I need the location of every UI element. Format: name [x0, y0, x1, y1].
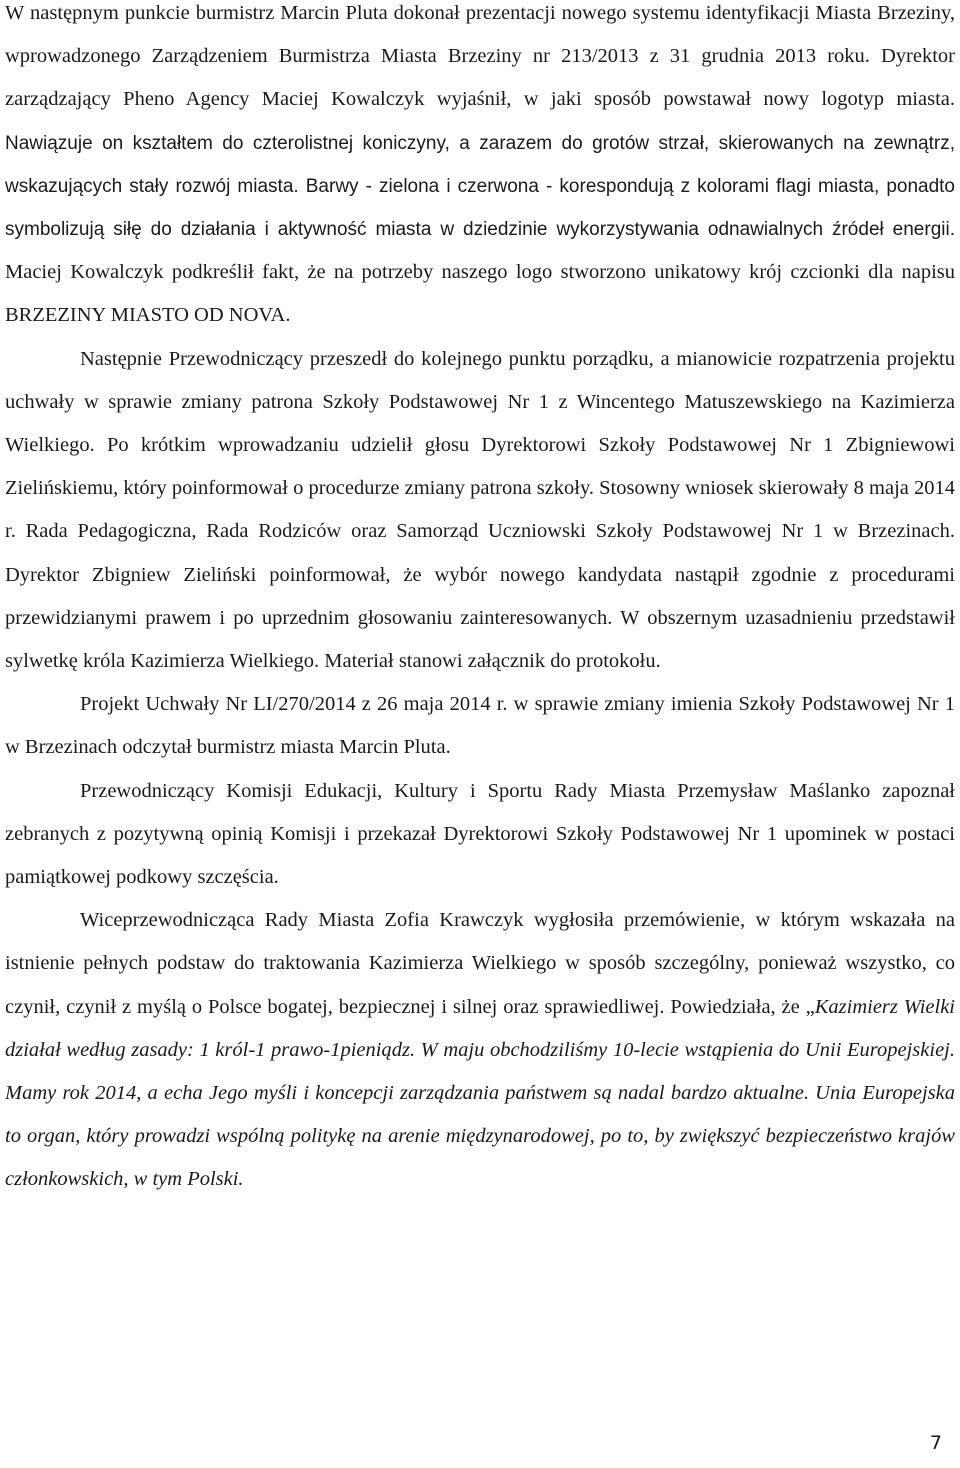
text-run: Maciej Kowalczyk podkreślił fakt, że na potrzeby naszego logo stworzono unikatowy krój czcionki dla napisu BRZEZINY MIASTO OD NOVA. [5, 261, 955, 327]
page-number: 7 [929, 1432, 942, 1454]
text-run: Nawiązuje on kształtem do czterolistnej koniczyny, a zarazem do grotów strzał, skierowanych na zewnątrz, wskazujących stały rozwój miasta. Barwy - zielona i czerwona - korespondują z kolorami flagi miasta, ponadto symbolizują siłę do działania i aktywność miasta w dziedzinie wykorzystywania odnawialnych źródeł energii. [5, 132, 955, 241]
text-run: W następnym punkcie burmistrz Marcin Pluta dokonał prezentacji nowego systemu identyfikacji Miasta Brzeziny, wprowadzonego Zarządzeniem Burmistrza Miasta Brzeziny nr 213/2013 z 31 grudnia 2013 roku. Dyrektor zarządzający Pheno Agency Maciej Kowalczyk wyjaśnił, w jaki sposób powstawał nowy logotyp miasta. [5, 2, 955, 111]
text-run: Projekt Uchwały Nr LI/270/2014 z 26 maja 2014 r. w sprawie zmiany imienia Szkoły Podstawowej Nr 1 w Brzezinach odczytał burmistrz miasta Marcin Pluta. [5, 693, 955, 759]
text-run: Następnie Przewodniczący przeszedł do kolejnego punktu porządku, a mianowicie rozpatrzenia projektu uchwały w sprawie zmiany patrona Szkoły Podstawowej Nr 1 z Wincentego Matuszewskiego na Kazimierza Wielkiego. Po krótkim wprowadzaniu udzielił głosu Dyrektorowi Szkoły Podstawowej Nr 1 Zbigniewowi Zielińskiemu, który poinformował o procedurze zmiany patrona szkoły. Stosowny wniosek skierowały 8 maja 2014 r. Rada Pedagogiczna, Rada Rodziców oraz Samorząd Uczniowski Szkoły Podstawowej Nr 1 w Brzezinach. Dyrektor Zbigniew Zieliński poinformował, że wybór nowego kandydata nastąpił zgodnie z procedurami przewidzianymi prawem i po uprzednim głosowaniu zainteresowanych. W obszernym uzasadnieniu przedstawił sylwetkę króla Kazimierza Wielkiego. Materiał stanowi załącznik do protokołu. [5, 347, 956, 673]
text-run: Wiceprzewodnicząca Rady Miasta Zofia Krawczyk wygłosiła przemówienie, w którym wskazała na istnienie pełnych podstaw do traktowania Kazimierza Wielkiego w sposób szczególny, ponieważ wszystko, co czynił, czynił z myślą o Polsce bogatej, bezpiecznej i silnej oraz sprawiedliwej. Powiedziała, że „ [5, 909, 955, 1018]
paragraph-resolution-project [5, 683, 955, 769]
quote-italic: Kazimierz Wielki działał według zasady: 1 król-1 prawo-1pieniądz. W maju obchodziliśmy 10-lecie wstąpienia do Unii Europejskiej. Mamy rok 2014, a echa Jego myśli i koncepcji zarządzania państwem są nadal bardzo aktualne. Unia Europejska to organ, który prowadzi wspólną politykę na arenie międzynarodowej, po to, by zwiększyć bezpieczeństwo krajów członkowskich, w tym Polski. [5, 995, 955, 1191]
paragraph-vice-chair-speech [5, 899, 955, 1201]
paragraph-logo-presentation [5, 0, 955, 338]
text-run: Przewodniczący Komisji Edukacji, Kultury i Sportu Rady Miasta Przemysław Maślanko zapoznał zebranych z pozytywną opinią Komisji i przekazał Dyrektorowi Szkoły Podstawowej Nr 1 upominek w postaci pamiątkowej podkowy szczęścia. [5, 779, 955, 889]
document-page [5, 0, 955, 1202]
paragraph-commission-opinion [5, 770, 955, 900]
paragraph-school-patron [5, 338, 955, 684]
